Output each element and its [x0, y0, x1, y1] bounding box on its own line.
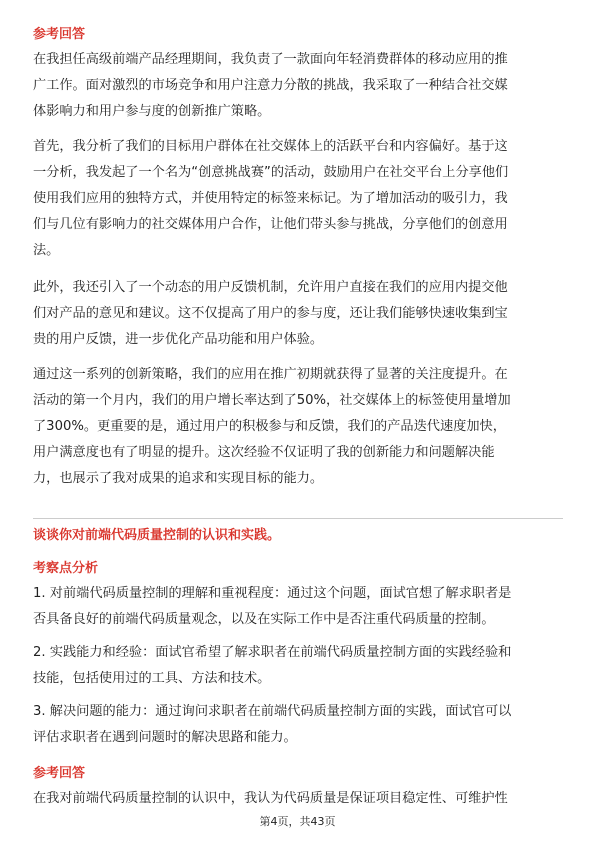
text-line: 们对产品的意见和建议。这不仅提高了用户的参与度，还让我们能够快速收集到宝	[33, 306, 508, 321]
text-line: 首先，我分析了我们的目标用户群体在社交媒体上的活跃平台和内容偏好。基于这	[33, 139, 508, 154]
text-line: 3. 解决问题的能力：通过询问求职者在前端代码质量控制方面的实践，面试官可以	[33, 704, 512, 719]
analysis-point-2	[33, 640, 563, 692]
answer-paragraph-4	[33, 362, 563, 492]
text-line: 体影响力和用户参与度的创新推广策略。	[33, 104, 271, 119]
analysis-heading: 考察点分析	[33, 561, 99, 576]
text-line: 技能，包括使用过的工具、方法和技术。	[33, 671, 271, 686]
answer-paragraph-5	[33, 786, 563, 812]
text-line: 否具备良好的前端代码质量观念，以及在实际工作中是否注重代码质量的控制。	[33, 612, 495, 627]
answer-paragraph-3	[33, 275, 563, 353]
text-line: 1. 对前端代码质量控制的理解和重视程度：通过这个问题，面试官想了解求职者是	[33, 586, 512, 601]
section-divider	[33, 518, 563, 519]
text-line: 一分析，我发起了一个名为“创意挑战赛”的活动，鼓励用户在社交平台上分享他们	[33, 165, 509, 180]
text-line: 活动的第一个月内，我们的用户增长率达到了50%，社交媒体上的标签使用量增加	[33, 393, 511, 408]
page-number: 第4页，共43页	[259, 815, 336, 828]
text-line: 们与几位有影响力的社交媒体用户合作，让他们带头参与挑战，分享他们的创意用	[33, 217, 508, 232]
text-line: 评估求职者在遇到问题时的解决思路和能力。	[33, 730, 297, 745]
text-line: 在我担任高级前端产品经理期间，我负责了一款面向年轻消费群体的移动应用的推	[33, 52, 508, 67]
text-line: 广工作。面对激烈的市场竞争和用户注意力分散的挑战，我采取了一种结合社交媒	[33, 78, 508, 93]
text-line: 使用我们应用的独特方式，并使用特定的标签来标记。为了增加活动的吸引力，我	[33, 191, 508, 206]
analysis-point-1	[33, 581, 563, 633]
answer-heading-2: 参考回答	[33, 766, 86, 781]
text-line: 用户满意度也有了明显的提升。这次经验不仅证明了我的创新能力和问题解决能	[33, 445, 495, 460]
answer-paragraph-1	[33, 47, 563, 125]
text-line: 2. 实践能力和经验：面试官希望了解求职者在前端代码质量控制方面的实践经验和	[33, 645, 512, 660]
text-line: 了300%。更重要的是，通过用户的积极参与和反馈，我们的产品迭代速度加快，	[33, 419, 506, 434]
text-line: 通过这一系列的创新策略，我们的应用在推广初期就获得了显著的关注度提升。在	[33, 367, 508, 382]
answer-heading-1: 参考回答	[33, 27, 86, 42]
text-line: 力，也展示了我对成果的追求和实现目标的能力。	[33, 471, 324, 486]
text-line: 在我对前端代码质量控制的认识中，我认为代码质量是保证项目稳定性、可维护性	[33, 791, 508, 806]
answer-paragraph-2	[33, 134, 563, 264]
analysis-point-3	[33, 699, 563, 751]
text-line: 贵的用户反馈，进一步优化产品功能和用户体验。	[33, 332, 324, 347]
question-heading: 谈谈你对前端代码质量控制的认识和实践。	[33, 528, 281, 543]
text-line: 此外，我还引入了一个动态的用户反馈机制，允许用户直接在我们的应用内提交他	[33, 280, 508, 295]
text-line: 法。	[33, 243, 60, 258]
